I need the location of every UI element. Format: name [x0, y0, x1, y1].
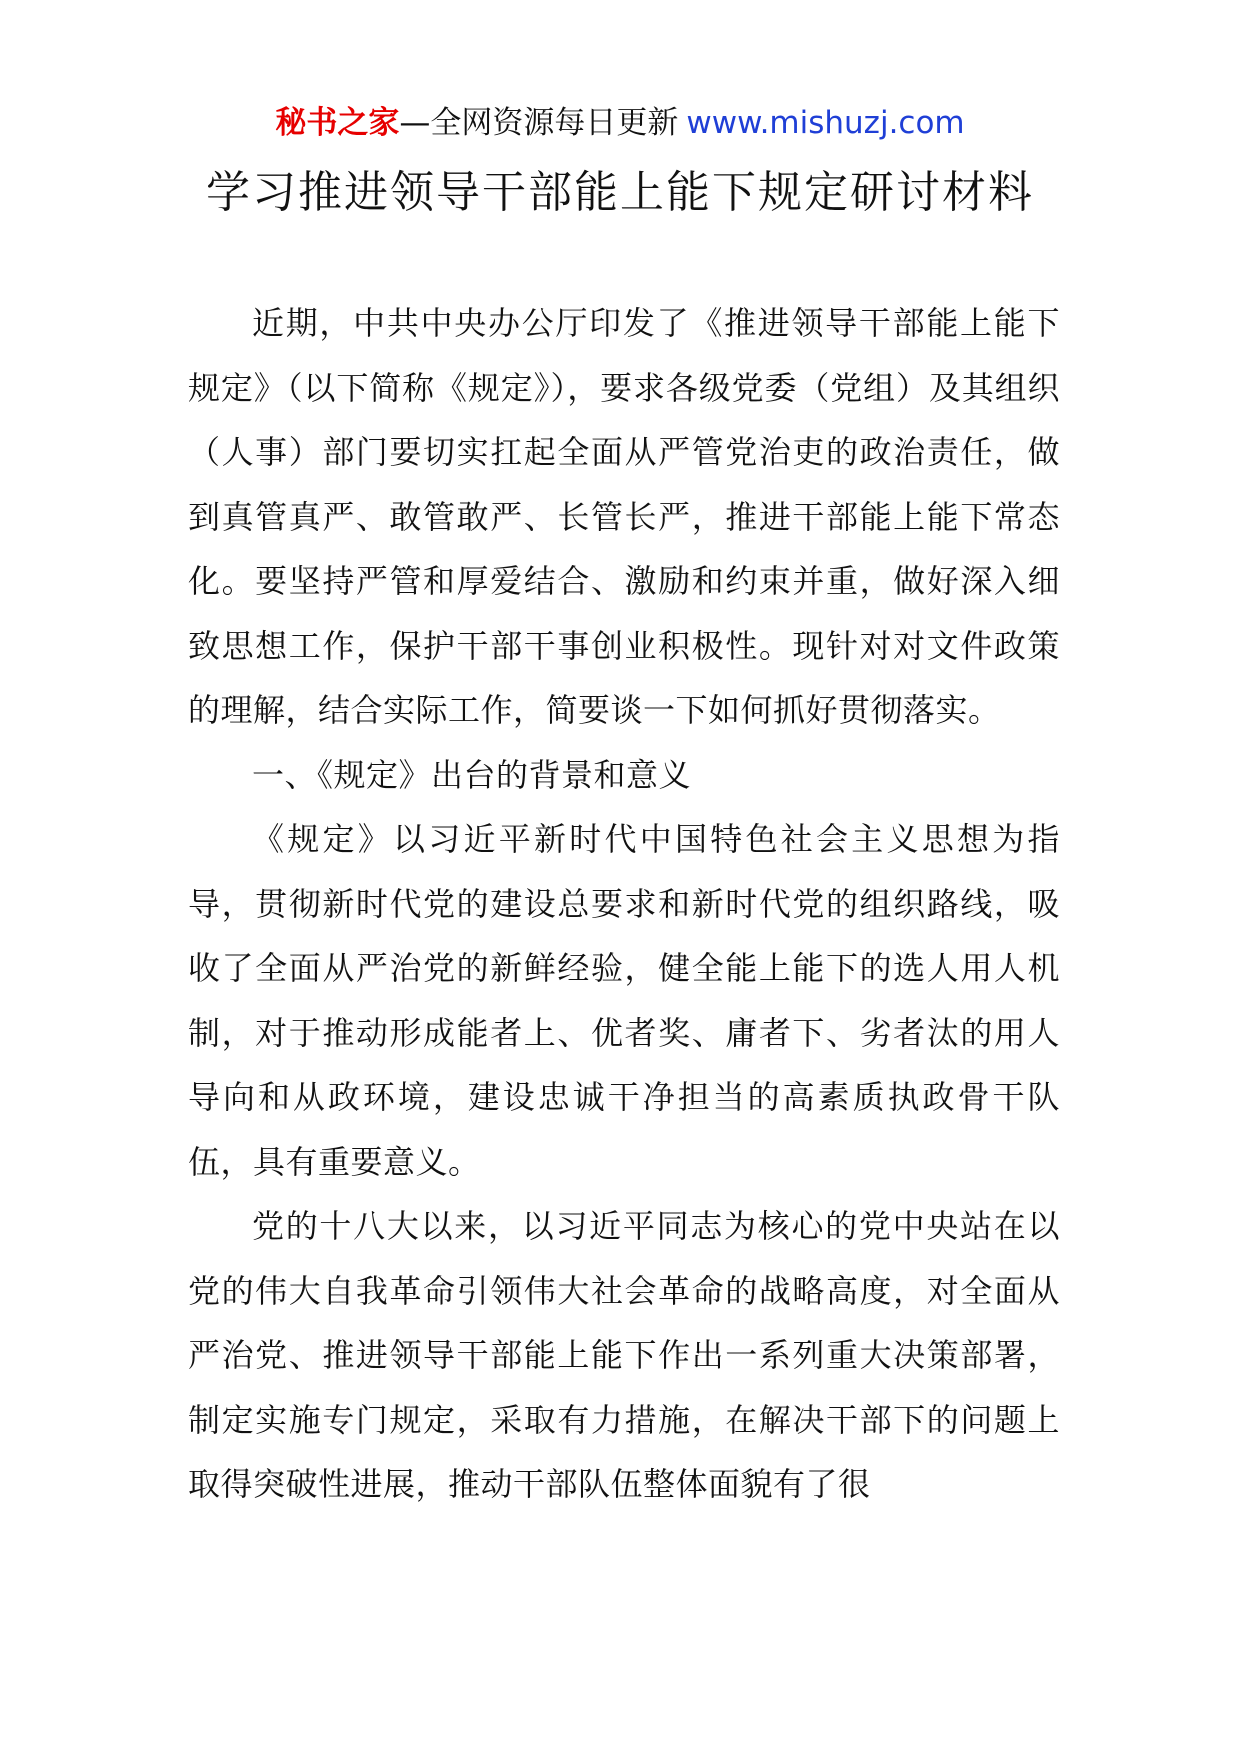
intro-paragraph: 近期，中共中央办公厅印发了《推进领导干部能上能下规定》（以下简称《规定》），要求各级党委（党组）及其组织（人事）部门要切实扛起全面从严管党治吏的政治责任，做到真管真严、敢管敢严、长管长严，推进干部能上能下常态化。要坚持严管和厚爱结合、激励和约束并重，做好深入细致思想工作，保护干部干事创业积极性。现针对对文件政策的理解，结合实际工作，简要谈一下如何抓好贯彻落实。 [188, 304, 1060, 729]
site-brand: 秘书之家 [275, 105, 400, 141]
site-header [0, 103, 1240, 143]
site-slogan: —全网资源每日更新 [399, 105, 679, 141]
site-url-link[interactable]: www.mishuzj.com [686, 105, 965, 141]
section-paragraph-1: 《规定》以习近平新时代中国特色社会主义思想为指导，贯彻新时代党的建设总要求和新时代党的组织路线，吸收了全面从严治党的新鲜经验，健全能上能下的选人用人机制，对于推动形成能者上、优者奖、庸者下、劣者汰的用人导向和从政环境，建设忠诚干净担当的高素质执政骨干队伍，具有重要意义。 [188, 820, 1060, 1181]
section-paragraph-2: 党的十八大以来，以习近平同志为核心的党中央站在以党的伟大自我革命引领伟大社会革命的战略高度，对全面从严治党、推进领导干部能上能下作出一系列重大决策部署，制定实施专门规定，采取有力措施，在解决干部下的问题上取得突破性进展，推动干部队伍整体面貌有了很 [188, 1207, 1060, 1503]
document-body [188, 291, 1060, 1517]
section-heading: 一、《规定》出台的背景和意义 [252, 755, 692, 794]
document-title: 学习推进领导干部能上能下规定研讨材料 [206, 167, 1034, 218]
